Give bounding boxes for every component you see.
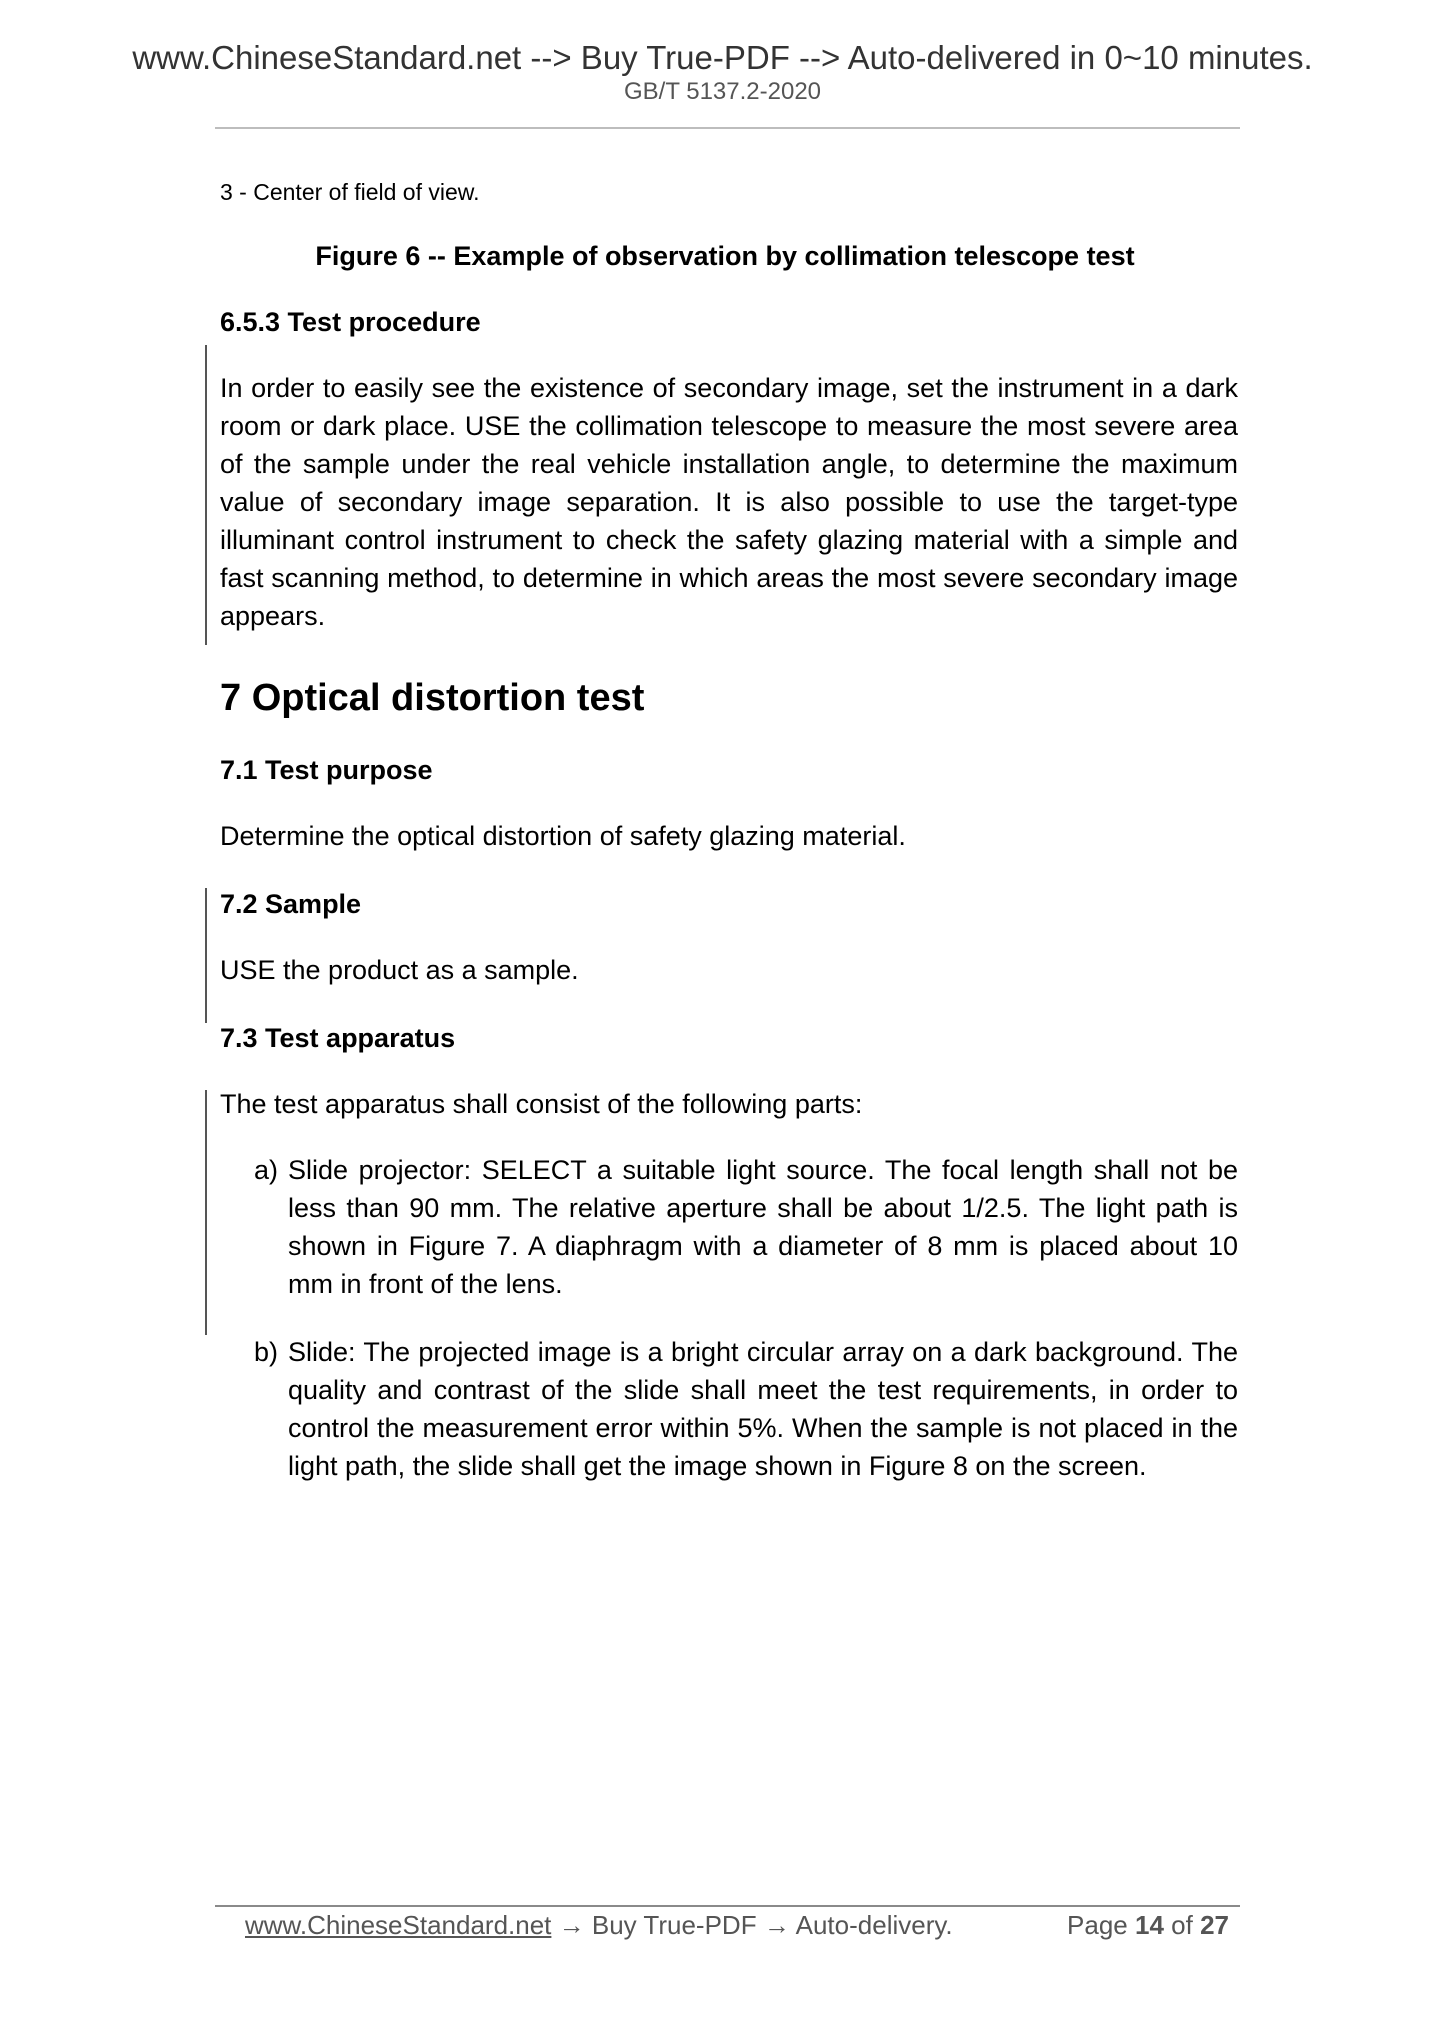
- list-marker: b): [254, 1337, 279, 1367]
- header-divider: [215, 127, 1240, 129]
- list-marker: a): [254, 1155, 279, 1185]
- top-banner: www.ChineseStandard.net --> Buy True-PDF --> Auto-delivered in 0~10 minutes.: [132, 39, 1313, 76]
- figure-caption: Figure 6 -- Example of observation by collimation telescope test: [315, 241, 1135, 271]
- apparatus-list: [220, 1151, 1238, 1485]
- section-intro-7-3: The test apparatus shall consist of the following parts:: [220, 1089, 863, 1119]
- arrow-right-icon: →: [558, 1910, 585, 1940]
- section-body-6-5-3: In order to easily see the existence of secondary image, set the instrument in a dark room or dark place. USE the collimation telescope to measure the most severe area of the sample under the real vehicle installation angle, to determine the maximum value of secondary image separation. It is also possible to use the target-type illuminant control instrument to check the safety glazing material with a simple and fast scanning method, to determine in which areas the most severe secondary image appears.: [220, 373, 1238, 631]
- page-current: 14: [1135, 1910, 1164, 1940]
- page-content: [220, 170, 1238, 1515]
- page-number: [1067, 1908, 1229, 1942]
- change-bar: [205, 888, 207, 1023]
- section-heading-6-5-3: 6.5.3 Test procedure: [220, 307, 481, 337]
- list-item-text: Slide projector: SELECT a suitable light source. The focal length shall not be less than 90 mm. The relative aperture shall be about 1/2.5. The light path is shown in Figure 7. A diaphragm with a diameter of 8 mm is placed about 10 mm in front of the lens.: [288, 1155, 1238, 1299]
- section-heading-7-3: 7.3 Test apparatus: [220, 1023, 456, 1053]
- document-code: GB/T 5137.2-2020: [623, 78, 822, 105]
- footer-buy-text: Buy True-PDF: [591, 1910, 757, 1940]
- section-heading-7-2: 7.2 Sample: [220, 889, 362, 919]
- section-body-7-2: USE the product as a sample.: [220, 955, 579, 985]
- footer-site-link[interactable]: www.ChineseStandard.net: [245, 1910, 552, 1940]
- footer-links: [245, 1908, 953, 1942]
- arrow-right-icon: →: [763, 1910, 790, 1940]
- change-bar: [205, 345, 207, 645]
- footer-delivery-text: Auto-delivery.: [795, 1910, 953, 1940]
- footer-divider: [215, 1905, 1240, 1907]
- page-of-label: of: [1171, 1910, 1193, 1940]
- change-bar: [205, 1090, 207, 1335]
- section-body-7-1: Determine the optical distortion of safety glazing material.: [220, 821, 906, 851]
- list-item: [220, 1333, 1238, 1485]
- chapter-heading-7: 7 Optical distortion test: [220, 677, 645, 719]
- list-item-text: Slide: The projected image is a bright circular array on a dark background. The quality and contrast of the slide shall meet the test requirements, in order to control the measurement error within 5%. When the sample is not placed in the light path, the slide shall get the image shown in Figure 8 on the screen.: [288, 1337, 1238, 1481]
- page-total: 27: [1200, 1910, 1229, 1940]
- list-item: [220, 1151, 1238, 1303]
- section-heading-7-1: 7.1 Test purpose: [220, 755, 433, 785]
- page-label: Page: [1067, 1910, 1128, 1940]
- figure-legend-item: 3 - Center of field of view.: [220, 179, 480, 205]
